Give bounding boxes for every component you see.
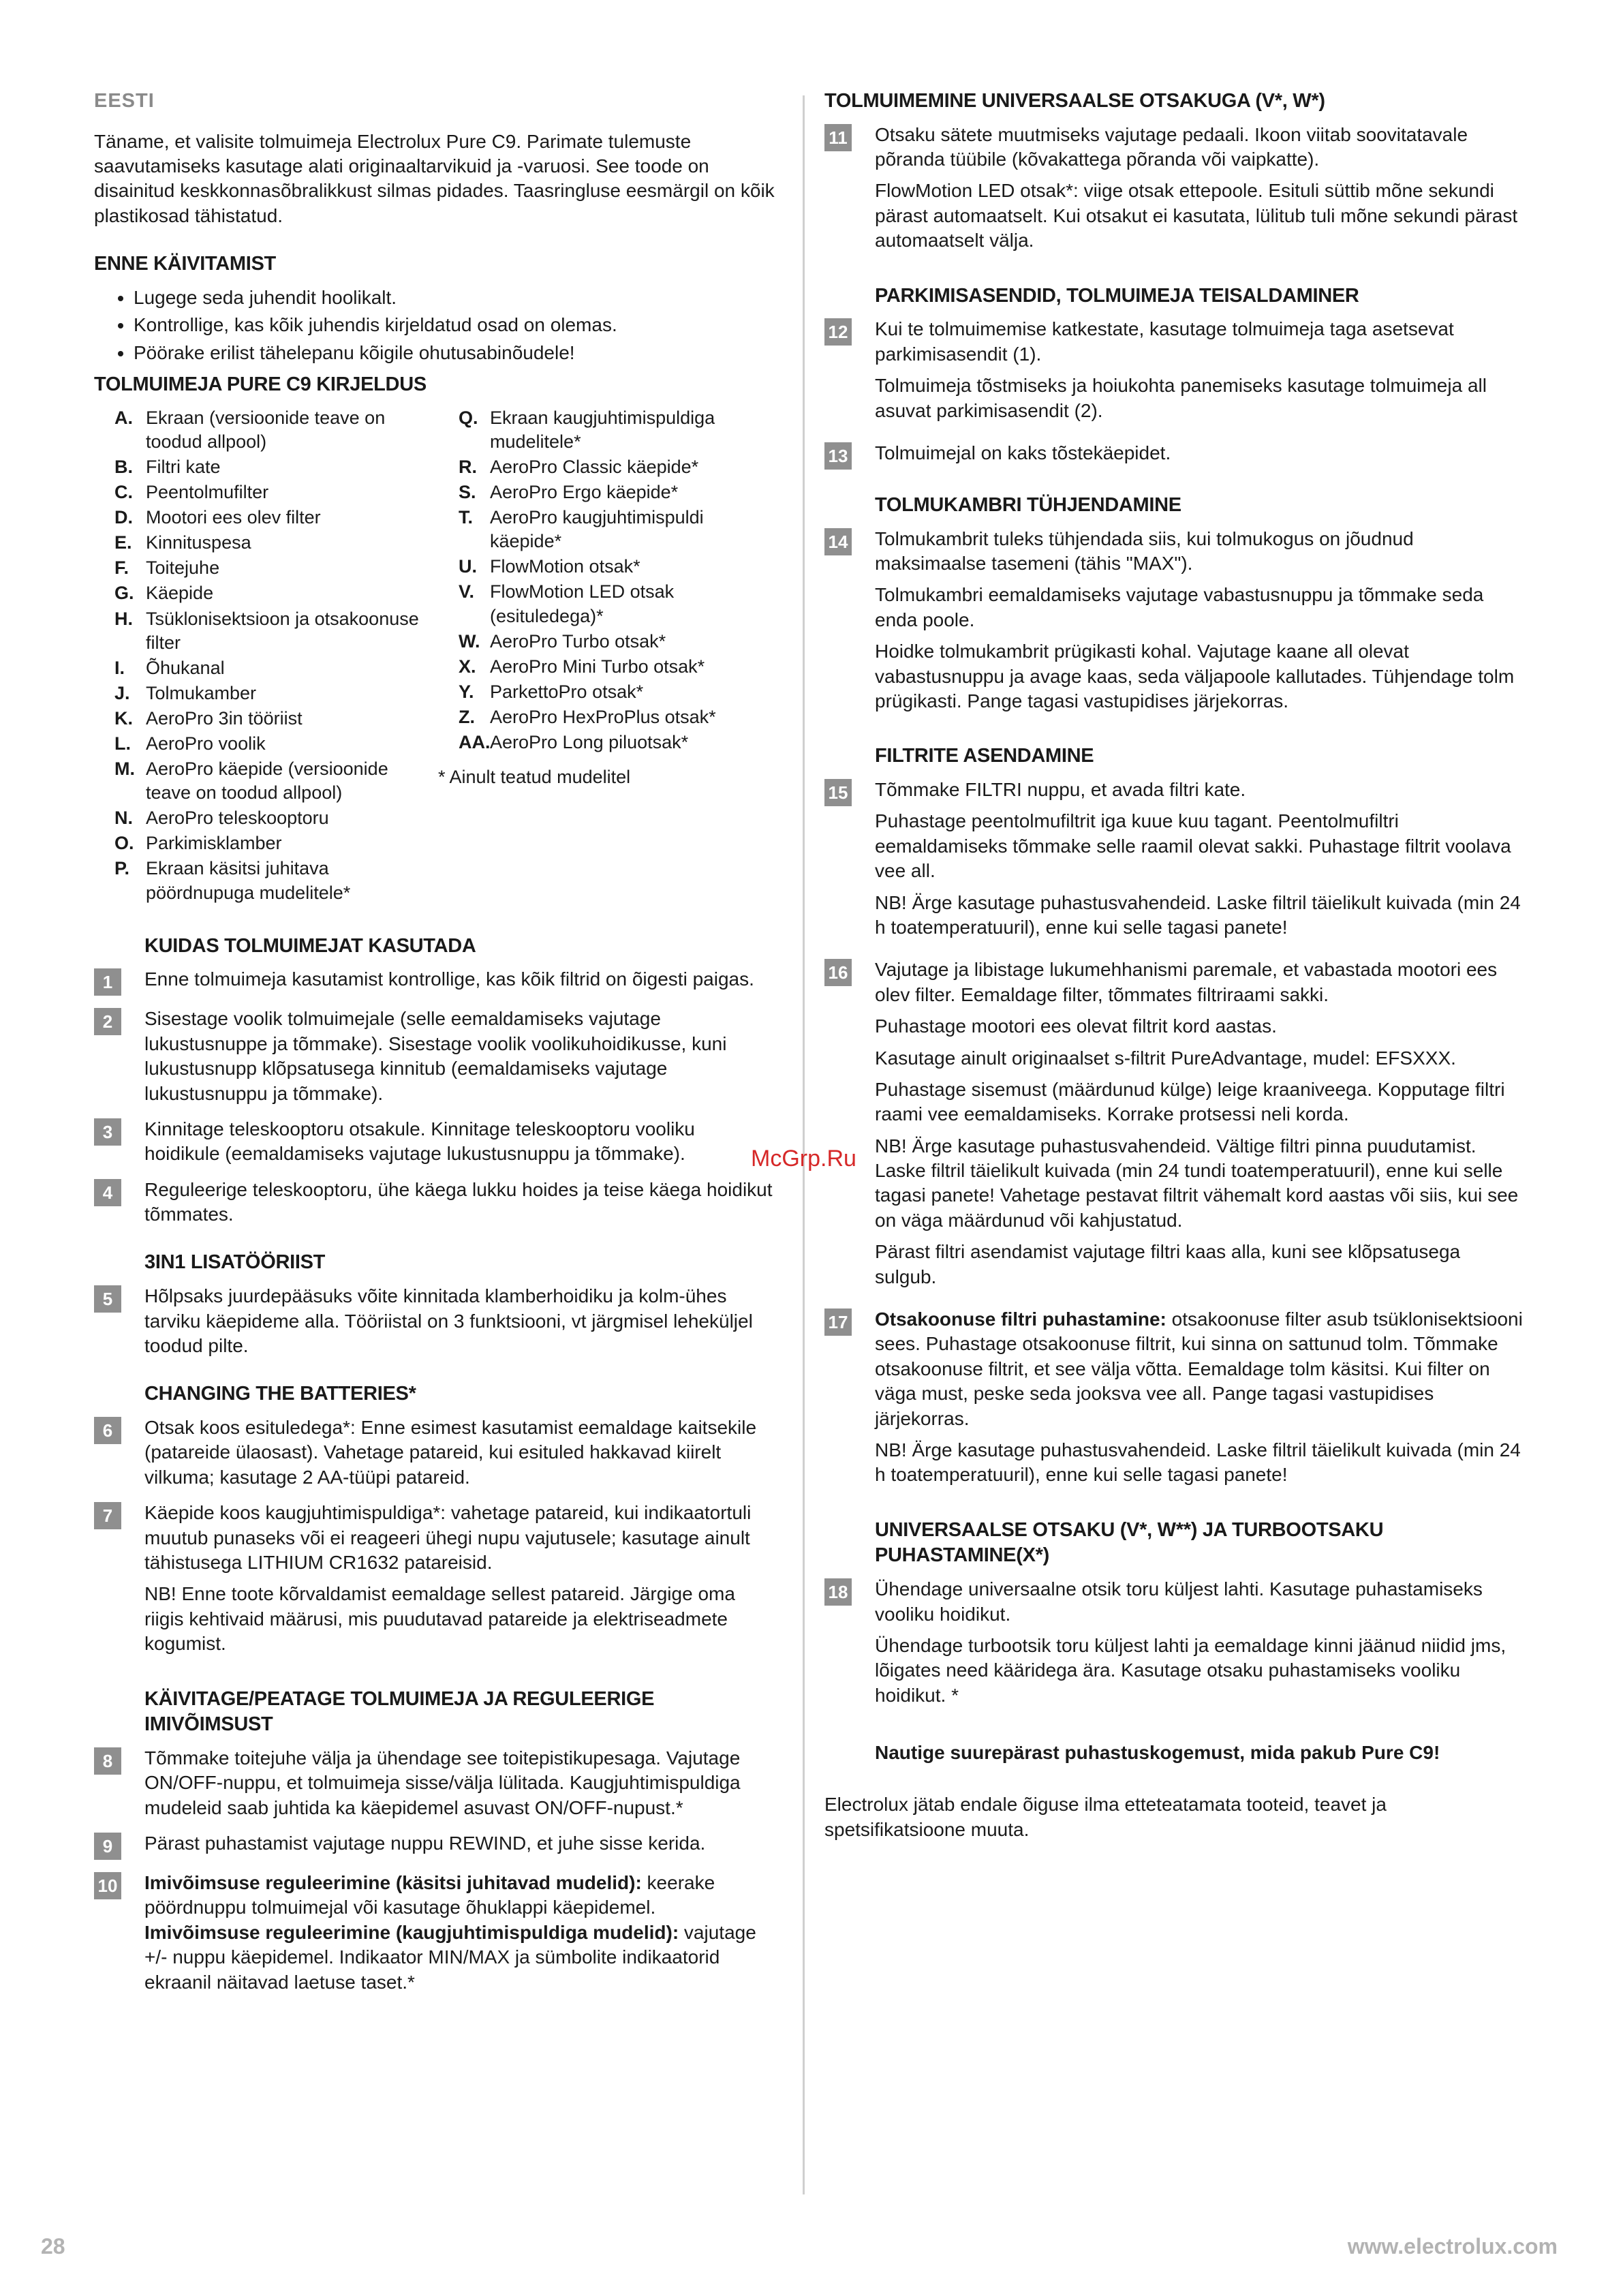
step-number: 6	[94, 1417, 121, 1444]
step-1	[94, 967, 775, 996]
part-item	[438, 480, 775, 504]
part-letter: K.	[114, 707, 133, 729]
watermark: McGrp.Ru	[751, 1146, 856, 1172]
part-label: AeroPro teleskooptoru	[146, 808, 329, 829]
step-text: Enne tolmuimeja kasutamist kontrollige, kas kõik filtrid on õigesti paigas.	[144, 968, 754, 990]
part-letter: R.	[459, 456, 477, 477]
part-label: AeroPro Mini Turbo otsak*	[490, 656, 705, 677]
part-item	[94, 682, 431, 705]
part-label: Peentolmufilter	[146, 482, 269, 503]
step-2	[94, 1007, 775, 1106]
tool-3in1-heading: 3IN1 LISATÖÖRIIST	[144, 1251, 326, 1274]
part-label: AeroPro kaugjuhtimispuldi käepide*	[490, 507, 704, 552]
universal-nozzle-heading: TOLMUIMEMINE UNIVERSAALSE OTSAKUGA (V*, W*)	[824, 90, 1325, 112]
step-number: 1	[94, 968, 121, 996]
step-text: Hõlpsaks juurdepääsuks võite kinnitada klamberhoidiku ja kolm-ühes tarviku käepideme alla. Tööriistal on 3 funktsiooni, vt järgmisel leheküljel toodud pilte.	[144, 1285, 753, 1356]
step-13	[824, 441, 1526, 470]
part-label: AeroPro Long piluotsak*	[490, 732, 689, 753]
batteries-heading: CHANGING THE BATTERIES*	[144, 1383, 416, 1405]
bullet-item: • Kontrollige, kas kõik juhendis kirjeldatud osad on olemas.	[134, 313, 775, 337]
step-note: NB! Ärge kasutage puhastusvahendeid. Laske filtril täielikult kuivada (min 24 h toatemperatuuril), enne kui selle tagasi panete!	[875, 891, 1521, 938]
part-letter: E.	[114, 532, 132, 553]
step-text: Tolmukambri eemaldamiseks vajutage vabastusnuppu ja tõmmake seda enda poole.	[875, 584, 1484, 630]
step-note: NB! Ärge kasutage puhastusvahendeid. Vältige filtri pinna puudutamist. Laske filtril täielikult kuivada (min 24 tundi toatemperatuuril), enne kui selle tagasi panete! Vahetage pestavat filtrit vähemalt kord aastas või siis, kui see on väga määrdunud või kahjustatud.	[875, 1135, 1519, 1231]
part-label: Toitejuhe	[146, 557, 220, 579]
part-item	[438, 506, 775, 553]
part-item	[94, 857, 431, 904]
part-item	[438, 705, 775, 729]
step-bold-label: Imivõimsuse reguleerimine (kaugjuhtimispuldiga mudelid):	[144, 1921, 679, 1943]
step-18	[824, 1577, 1526, 1715]
part-letter: O.	[114, 833, 134, 854]
part-letter: Z.	[459, 706, 475, 727]
how-to-use-heading: KUIDAS TOLMUIMEJAT KASUTADA	[144, 934, 476, 957]
part-letter: S.	[459, 482, 476, 503]
part-letter: Y.	[459, 681, 474, 702]
part-letter: G.	[114, 583, 134, 604]
step-number: 14	[824, 528, 852, 555]
part-item	[438, 655, 775, 679]
part-letter: B.	[114, 456, 133, 477]
step-text: Kasutage ainult originaalset s-filtrit PureAdvantage, mudel: EFSXXX.	[875, 1047, 1456, 1069]
step-text: Ühendage turbootsik toru küljest lahti ja eemaldage kinni jäänud niidid jms, lõigates need kääridega ära. Kasutage otsaku puhastamiseks vooliku hoidikut. *	[875, 1634, 1506, 1706]
step-6	[94, 1415, 775, 1490]
part-label: AeroPro HexProPlus otsak*	[490, 706, 716, 727]
part-letter: C.	[114, 482, 133, 503]
part-label: AeroPro voolik	[146, 733, 266, 754]
part-letter: W.	[459, 630, 480, 652]
part-label: FlowMotion otsak*	[490, 556, 640, 577]
step-text: otsakoonuse filter asub tsüklonisektsiooni sees. Puhastage otsakoonuse filtrit, kui sinna on sattunud tolm. Tõmmake otsakoonuse filtrit, et see välja võtta. Eemaldage tolm käsitsi. Kui filter on väga must, peske seda jooksva vee all. Pange tagasi vastupidises järjekorras.	[875, 1308, 1523, 1429]
step-number: 17	[824, 1308, 852, 1336]
step-text: Sisestage voolik tolmuimejale (selle eemaldamiseks vajutage lukustusnuppe ja tõmmake). Sisestage voolik voolikuhoidikusse, kuni lukustusnupp klõpsatusega kinnitub (eemaldamiseks vajutage lukustusnuppu ja tõmmake).	[144, 1008, 727, 1104]
part-letter: P.	[114, 858, 130, 879]
part-item	[94, 455, 431, 479]
part-letter: F.	[114, 557, 129, 579]
part-label: ParkettoPro otsak*	[490, 681, 644, 702]
step-note: NB! Enne toote kõrvaldamist eemaldage sellest patareid. Järgige oma riigis kehtivaid määrusi, mis puudutavad patareide ja elektriseadmete kogumist.	[144, 1583, 735, 1655]
emptying-heading: TOLMUKAMBRI TÜHJENDAMINE	[875, 493, 1181, 516]
step-text: Pärast puhastamist vajutage nuppu REWIND, et juhe sisse kerida.	[144, 1833, 706, 1854]
part-label: Mootori ees olev filter	[146, 507, 321, 528]
part-label: Tsüklonisektsioon ja otsakoonuse filter	[146, 608, 419, 653]
part-letter: X.	[459, 656, 476, 677]
part-label: AeroPro 3in tööriist	[146, 707, 303, 729]
parking-heading: PARKIMISASENDID, TOLMUIMEJA TEISALDAMINER	[875, 284, 1359, 307]
part-item	[94, 406, 431, 454]
before-start-heading: ENNE KÄIVITAMIST	[94, 253, 276, 275]
part-item	[438, 630, 775, 654]
parts-list	[94, 406, 775, 906]
part-label: Ekraan (versioonide teave on toodud allpool)	[146, 407, 386, 452]
step-12	[824, 317, 1526, 430]
part-letter: H.	[114, 608, 133, 629]
part-label: AeroPro Ergo käepide*	[490, 482, 679, 503]
part-letter: M.	[114, 759, 135, 780]
part-item	[438, 555, 775, 579]
part-label: Parkimisklamber	[146, 833, 282, 854]
part-label: AeroPro Classic käepide*	[490, 456, 699, 477]
part-item	[438, 406, 775, 454]
step-text: Puhastage mootori ees olevat filtrit kord aastas.	[875, 1015, 1277, 1037]
step-text: Otsaku sätete muutmiseks vajutage pedaali. Ikoon viitab soovitatavale põranda tüübile (kõvakattega põranda või vaipkatte).	[875, 123, 1468, 170]
step-number: 15	[824, 779, 852, 806]
part-letter: D.	[114, 507, 133, 528]
part-letter: T.	[459, 507, 474, 528]
step-number: 4	[94, 1179, 121, 1206]
step-number: 3	[94, 1118, 121, 1146]
cleaning-nozzles-heading: UNIVERSAALSE OTSAKU (V*, W**) JA TURBOOTSAKU PUHASTAMINE(X*)	[875, 1518, 1384, 1567]
part-item	[94, 556, 431, 580]
part-label: Tolmukamber	[146, 682, 257, 703]
right-column	[824, 89, 1526, 1852]
part-item	[94, 581, 431, 605]
page-number: 28	[41, 2234, 65, 2259]
step-5	[94, 1284, 775, 1358]
step-note: NB! Ärge kasutage puhastusvahendeid. Laske filtril täielikult kuivada (min 24 h toatemperatuuril), enne kui selle tagasi panete!	[875, 1439, 1521, 1486]
step-number: 16	[824, 959, 852, 986]
left-column	[94, 89, 775, 2006]
step-number: 12	[824, 318, 852, 346]
step-text: Kinnitage teleskooptoru otsakule. Kinnitage teleskooptoru vooliku hoidikule (eemaldamiseks vajutage lukustusnuppu ja tõmmake).	[144, 1118, 695, 1165]
part-item	[94, 607, 431, 655]
part-letter: Q.	[459, 407, 478, 428]
bullet-item: • Lugege seda juhendit hoolikalt.	[134, 286, 775, 310]
step-text: Puhastage sisemust (määrdunud külge) leige kraaniveega. Kopputage filtri raami vee eemaldamiseks. Korrake protsessi neli korda.	[875, 1078, 1505, 1125]
step-3	[94, 1117, 775, 1167]
part-item	[94, 831, 431, 855]
step-text: Kui te tolmuimemise katkestate, kasutage tolmuimeja taga asetsevat parkimisasendit (1).	[875, 318, 1454, 365]
footer-url[interactable]: www.electrolux.com	[1347, 2234, 1558, 2259]
step-14	[824, 527, 1526, 721]
step-text: Hoidke tolmukambrit prügikasti kohal. Vajutage kaane all olevat vabastusnuppu ja avage kaas, seda väljapoole kallutades. Tühjendage tolm prügikasti. Pange tagasi vastupidises järjekorras.	[875, 641, 1515, 711]
step-text: Vajutage ja libistage lukumehhanismi paremale, et vabastada mootori ees olev filter. Eemaldage filter, tõmmates filtriraami sakki.	[875, 959, 1498, 1005]
part-letter: AA.	[459, 732, 491, 753]
part-item	[438, 680, 775, 704]
filters-heading: FILTRITE ASENDAMINE	[875, 745, 1094, 767]
start-stop-heading: KÄIVITAGE/PEATAGE TOLMUIMEJA JA REGULEERIGE IMIVÕIMSUST	[144, 1687, 655, 1736]
step-text: Tolmukambrit tuleks tühjendada siis, kui tolmukogus on jõudnud maksimaalse tasemeni (tähis "MAX").	[875, 527, 1414, 574]
part-item	[94, 732, 431, 756]
part-letter: N.	[114, 808, 133, 829]
step-7	[94, 1501, 775, 1663]
closing-statement: Nautige suurepärast puhastuskogemust, mida pakub Pure C9!	[875, 1742, 1440, 1764]
part-label: Ekraan käsitsi juhitava pöördnupuga mudelitele*	[146, 858, 351, 903]
step-11	[824, 123, 1526, 260]
step-number: 5	[94, 1285, 121, 1313]
part-item	[94, 806, 431, 830]
step-number: 9	[94, 1833, 121, 1860]
step-text: Käepide koos kaugjuhtimispuldiga*: vahetage patareid, kui indikaatortuli muutub punaseks või ei reageeri ühegi nupu vajutusele; kasutage ainult tähistusega LITHIUM CR1632 patareisid.	[144, 1502, 752, 1573]
part-item	[438, 455, 775, 479]
step-number: 2	[94, 1008, 121, 1035]
step-text: Puhastage peentolmufiltrit iga kuue kuu tagant. Peentolmufiltri eemaldamiseks tõmmake selle raamil olevat sakki. Puhastage filtrit voolava vee all.	[875, 810, 1511, 882]
part-label: AeroPro Turbo otsak*	[490, 630, 666, 652]
part-label: Filtri kate	[146, 456, 221, 477]
intro-paragraph: Täname, et valisite tolmuimeja Electrolux Pure C9. Parimate tulemuste saavutamiseks kasutage alati originaaltarvikuid ja -varuosi. See toode on disainitud keskkonnasõbralikkust silmas pidades. Taasringluse eesmärgil on kõik plastikosad tähistatud.	[94, 130, 775, 226]
part-item	[94, 480, 431, 504]
part-label: AeroPro käepide (versioonide teave on toodud allpool)	[146, 759, 388, 803]
part-item	[94, 506, 431, 530]
step-bold-label: Imivõimsuse reguleerimine (käsitsi juhitavad mudelid):	[144, 1872, 642, 1894]
step-text: Otsak koos esituledega*: Enne esimest kasutamist eemaldage kaitsekile (patareide ülaosast). Vahetage patareid, kui esituled hakkavad kiirelt vilkuma; kasutage 2 AA-tüüpi patareid.	[144, 1417, 757, 1488]
part-item	[94, 757, 431, 805]
step-number: 10	[94, 1872, 121, 1899]
models-note: * Ainult teatud mudelitel	[438, 767, 631, 788]
description-heading: TOLMUIMEJA PURE C9 KIRJELDUS	[94, 373, 427, 396]
step-text: FlowMotion LED otsak*: viige otsak ettepoole. Esituli süttib mõne sekundi pärast automaatselt. Kui otsakut ei kasutata, lülitub tuli mõne sekundi pärast automaatselt välja.	[875, 180, 1518, 251]
step-10	[94, 1871, 775, 1995]
part-label: FlowMotion LED otsak (esituledega)*	[490, 581, 675, 626]
parts-right-column	[438, 406, 775, 906]
step-bold-label: Otsakoonuse filtri puhastamine:	[875, 1308, 1166, 1330]
step-number: 13	[824, 442, 852, 470]
part-letter: I.	[114, 657, 125, 678]
final-note: Electrolux jätab endale õiguse ilma etteteatamata tooteid, teavet ja spetsifikatsioone muuta.	[824, 1794, 1387, 1840]
step-text: Ühendage universaalne otsik toru küljest lahti. Kasutage puhastamiseks vooliku hoidikut.	[875, 1578, 1483, 1625]
language-label: EESTI	[94, 90, 155, 112]
step-8	[94, 1746, 775, 1820]
step-text: Tolmuimejal on kaks tõstekäepidet.	[875, 442, 1171, 463]
part-letter: L.	[114, 733, 131, 754]
step-text: Tõmmake FILTRI nuppu, et avada filtri kate.	[875, 779, 1246, 800]
step-number: 8	[94, 1747, 121, 1775]
step-number: 11	[824, 124, 852, 151]
part-item	[94, 707, 431, 731]
part-item	[438, 731, 775, 754]
step-text: vajutage +/- nuppu käepidemel. Indikaator MIN/MAX ja sümbolite indikaatorid ekraanil näitavad laetuse taset.*	[144, 1921, 756, 1993]
step-number: 18	[824, 1578, 852, 1606]
step-text: Pärast filtri asendamist vajutage filtri kaas alla, kuni see klõpsatusega sulgub.	[875, 1241, 1461, 1287]
step-text: Tolmuimeja tõstmiseks ja hoiukohta panemiseks kasutage tolmuimeja all asuvat parkimisasendit (2).	[875, 375, 1487, 421]
step-text: Reguleerige teleskooptoru, ühe käega lukku hoides ja teise käega hoidikut tõmmates.	[144, 1178, 773, 1225]
part-letter: V.	[459, 581, 475, 602]
step-16	[824, 958, 1526, 1296]
step-15	[824, 778, 1526, 947]
part-label: Ekraan kaugjuhtimispuldiga mudelitele*	[490, 407, 715, 452]
part-item	[438, 580, 775, 628]
part-item	[94, 656, 431, 680]
step-9	[94, 1831, 775, 1860]
step-17	[824, 1307, 1526, 1495]
part-item	[94, 531, 431, 555]
before-start-list	[94, 286, 775, 365]
step-number: 7	[94, 1502, 121, 1529]
step-text: Tõmmake toitejuhe välja ja ühendage see toitepistikupesaga. Vajutage ON/OFF-nuppu, et tolmuimeja sisse/välja lülitada. Kaugjuhtimispuldiga mudeleid saab juhtida ka käepidemel asuvast ON/OFF-nupust.*	[144, 1747, 741, 1818]
part-letter: U.	[459, 556, 477, 577]
part-label: Käepide	[146, 583, 214, 604]
bullet-item: • Pöörake erilist tähelepanu kõigile ohutusabinõudele!	[134, 341, 775, 365]
part-label: Kinnituspesa	[146, 532, 251, 553]
parts-left-column	[94, 406, 431, 906]
step-text: keerake pöördnuppu tolmuimejal või kasutage õhuklappi käepidemel.	[144, 1872, 715, 1918]
step-4	[94, 1178, 775, 1227]
part-letter: A.	[114, 407, 133, 428]
part-letter: J.	[114, 682, 130, 703]
part-label: Õhukanal	[146, 657, 225, 678]
